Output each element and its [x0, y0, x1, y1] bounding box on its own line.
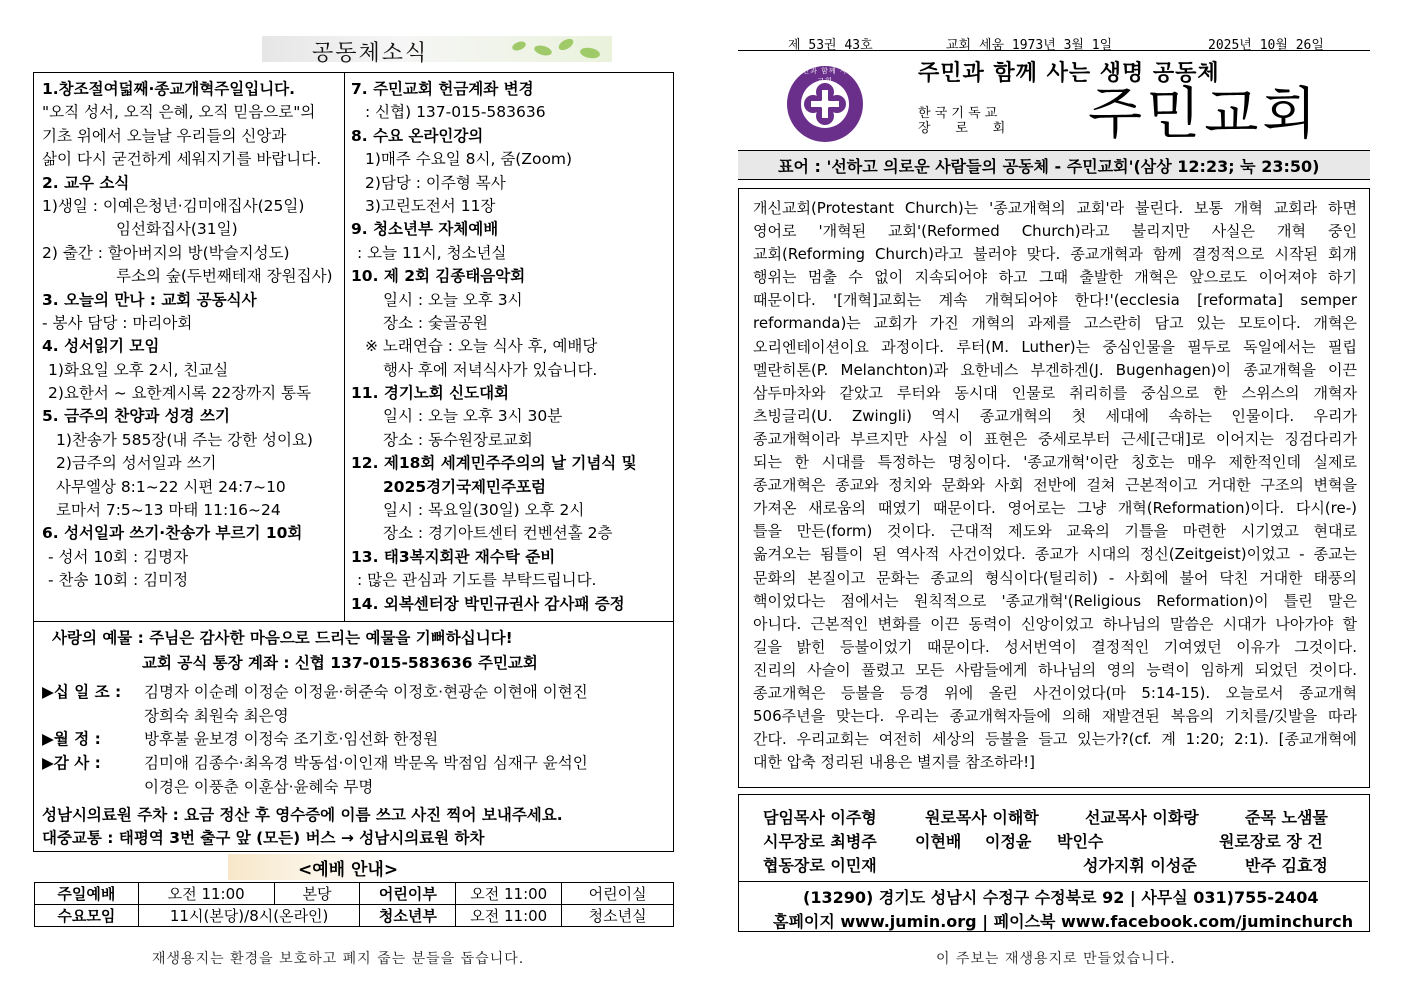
article-line: 아니다. 근본적인 변화를 이끈 동력이 신앙이었고 하나님의 말씀은 시대가 나아가야 할 [753, 614, 1357, 633]
article-line: 종교개혁은 종교와 정치와 문화와 사회 전반에 걸쳐 근본적이고 거대한 구조의 변혁을 [753, 476, 1357, 495]
col1-line: 3. 오늘의 만나 : 교회 공동식사 [42, 290, 257, 309]
worship-cell: 오전 11:00 [456, 905, 562, 927]
col1-line: 6. 성서일과 쓰기·찬송가 부르기 10회 [42, 524, 303, 543]
col2-line: 9. 청소년부 자체예배 [351, 220, 499, 239]
col2-line: 일시 : 목요일(30일) 오후 2시 [383, 501, 585, 520]
logo-text: 주민과 함께 사는 교회 [794, 67, 856, 85]
col2-line: 1)매주 수요일 8시, 줌(Zoom) [365, 150, 573, 169]
staff-elder: 시무장로 최병주 [763, 832, 877, 851]
col2-line: 장소 : 경기아트센터 컨벤션홀 2층 [383, 524, 613, 543]
article-line: 길을 밝힌 등불이었기 때문이다. 성서번역이 결정적인 기여였던 이유가 그것이다. [753, 637, 1357, 656]
left-footer: 재생용지는 환경을 보호하고 폐지 줍는 분들을 돕습니다. [152, 951, 525, 967]
worship-cell: 어린이부 [360, 883, 456, 905]
col2-line: 장소 : 동수원장로교회 [383, 430, 533, 449]
web-links: 홈페이지 www.jumin.org | 페이스북 www.facebook.com/juminchurch [773, 912, 1354, 931]
col1-line: 2)요한서 ~ 요한계시록 22장까지 통독 [48, 384, 311, 403]
col2-line: : 많은 관심과 기도를 부탁드립니다. [357, 571, 597, 590]
issue-date: 2025년 10월 26일 [1208, 38, 1324, 53]
transit-info: 대중교통 : 태평역 3번 출구 앞 (모든) 버스 → 성남시의료원 하차 [42, 829, 485, 847]
col1-line: 2. 교우 소식 [42, 173, 130, 192]
article-line: 교회(Reforming Church)라고 불러야 맞다. 종교개혁과 함께 결정적으로 시작된 회개 [753, 245, 1357, 264]
col1-line: - 봉사 담당 : 마리아회 [42, 313, 193, 332]
column-divider [344, 72, 345, 622]
worship-cell: 청소년실 [562, 905, 674, 927]
article-text [753, 197, 1357, 774]
col1-line: 삶이 다시 굳건하게 세워지기를 바랍니다. [42, 150, 322, 169]
col1-line: - 성서 10회 : 김명자 [48, 547, 189, 566]
article-line: 영어로 '개혁된 교회'(Reformed Church)라고 불리지만 사실은 개혁 중인 [753, 222, 1357, 241]
theme-bar [738, 150, 1370, 180]
staff-senior-pastor: 담임목사 이주형 [763, 808, 877, 827]
right-footer: 이 주보는 재생용지로 만들었습니다. [936, 951, 1176, 967]
monthly-label: ▶월 정 : [42, 730, 101, 748]
article-line: 오리엔테이션이요 과정이다. 루터(M. Luther)는 중심인물을 필두로 독일에서는 필립 [753, 337, 1357, 356]
col2-line: 2)담당 : 이주형 목사 [365, 173, 506, 192]
staff-junior-pastor: 준목 노샘물 [1245, 808, 1328, 827]
article-line: 진리의 사슬이 풀렸고 모든 사람들에게 하나님의 영의 능력이 임하게 되었던 것이다. [753, 660, 1357, 679]
article-line: reformanda)는 교회가 가진 개혁의 과제를 고스란히 담고 있는 모토이다. 개혁은 [753, 314, 1357, 333]
thanks-names-cont: 이경은 이풍춘 이훈삼·윤혜숙 무명 [144, 778, 374, 796]
article-line: 종교개혁이라 부르지만 사실 이 표현은 중세로부터 근세[근대]로 이어지는 징검다리가 [753, 429, 1357, 448]
worship-cell: 오전 11:00 [138, 883, 274, 905]
col2-line: : 오늘 11시, 청소년실 [357, 243, 507, 262]
article-line: 506주년을 맞는다. 우리는 종교개혁자들에 의해 재발견된 복음의 기치를/깃발을 따라 [753, 707, 1357, 726]
leaf-decoration-icon [557, 37, 575, 53]
offering-divider [33, 621, 674, 622]
col2-line: 11. 경기노회 신도대회 [351, 384, 510, 403]
worship-table [34, 882, 674, 927]
staff-elder-3: 이정윤 [985, 832, 1032, 851]
col1-line: 4. 성서읽기 모임 [42, 337, 160, 356]
article-box [738, 188, 1370, 788]
article-line: 핵이었다는 점에서는 원칙적으로 '종교개혁'(Religious Reformation)이 틀린 말은 [753, 591, 1357, 610]
col2-line: 8. 수요 온라인강의 [351, 126, 484, 145]
offering-notice: 사랑의 예물 : 주님은 감사한 마음으로 드리는 예물을 기뻐하십니다! [52, 629, 513, 647]
article-line: 틀을 만든(form) 것이다. 근대적 제도와 교육의 기틀을 마련한 시기였고 현대로 [753, 522, 1357, 541]
col1-line: 기초 위에서 오늘날 우리들의 신앙과 [42, 126, 287, 145]
monthly-names: 방후불 윤보경 이정숙 조기호·임선화 한정원 [144, 730, 439, 748]
leaf-decoration-icon [579, 46, 600, 59]
article-line: 되는 한 시대를 특정하는 명칭이다. '종교개혁'이란 칭호는 매우 제한적인데 실제로 [753, 453, 1357, 472]
address: (13290) 경기도 성남시 수정구 수정북로 92 | 사무실 031)755-2404 [803, 888, 1319, 907]
col2-line: 행사 후에 저녁식사가 있습니다. [383, 360, 598, 379]
address-rule [739, 881, 1368, 882]
section-title-banner [262, 36, 612, 66]
worship-row [35, 905, 674, 927]
worship-title-banner [228, 854, 458, 880]
staff-emeritus-elder: 원로장로 장 건 [1219, 832, 1323, 851]
article-line: 간다. 우리교회는 여전히 세상의 등불을 들고 있는가?(cf. 계 1:20; 2:1). [종교개혁에 [753, 730, 1357, 749]
article-line: 삼두마차와 같았고 루터와 동시대 인물로 취리히를 중심으로 한 스위스의 개혁자 [753, 383, 1357, 402]
col2-line: 일시 : 오늘 오후 3시 [383, 290, 523, 309]
staff-accompanist: 반주 김효정 [1245, 856, 1328, 875]
col1-line: 1.창조절여덟째·종교개혁주일입니다. [42, 80, 296, 98]
staff-choir-director: 성가지휘 이성준 [1083, 856, 1197, 875]
worship-cell: 청소년부 [360, 905, 456, 927]
col2-line: 10. 제 2회 김종태음악회 [351, 267, 526, 286]
col1-line: 임선화집사(31일) [116, 220, 238, 239]
founded-date: 교회 세움 1973년 3월 1일 [946, 38, 1113, 53]
volume-number: 제 53권 43호 [788, 38, 873, 53]
col1-line: 1)생일 : 이예은청년·김미애집사(25일) [42, 196, 305, 215]
worship-cell: 11시(본당)/8시(온라인) [138, 905, 360, 927]
col1-line: 루소의 숲(두번째테재 장원집사) [116, 267, 333, 286]
staff-mission-pastor: 선교목사 이화랑 [1085, 808, 1199, 827]
tithe-label: ▶십 일 조 : [42, 683, 122, 701]
col1-line: 로마서 7:5~13 마태 11:16~24 [56, 501, 281, 520]
col2-line: 7. 주민교회 헌금계좌 변경 [351, 80, 534, 98]
article-line: 대한 압축 정리된 내용은 별지를 참조하라!] [753, 753, 1036, 772]
offering-section [38, 626, 673, 852]
worship-title: <예배 안내> [298, 860, 399, 880]
col2-line: 2025경기국제민주포럼 [383, 477, 546, 496]
col1-line: 1)화요일 오후 2시, 친교실 [48, 360, 229, 379]
article-line: 종교개혁은 등불을 등경 위에 올린 사건이었다(마 5:14-15). 오늘로서 종교개혁 [753, 683, 1357, 702]
parking-info: 성남시의료원 주차 : 요금 정산 후 영수증에 이름 쓰고 사진 찍어 보내주세요. [42, 806, 563, 824]
header-rule [738, 50, 1370, 51]
col1-line: 1)찬송가 585장(내 주는 강한 성이요) [56, 430, 313, 449]
account-info: 교회 공식 통장 계좌 : 신협 137-015-583636 주민교회 [142, 654, 538, 672]
staff-associate-elder: 협동장로 이민재 [763, 856, 877, 875]
worship-cell: 오전 11:00 [456, 883, 562, 905]
leaf-decoration-icon [511, 40, 527, 52]
col2-line: ※ 노래연습 : 오늘 식사 후, 예배당 [365, 337, 598, 356]
col1-line: 사무엘상 8:1~22 시편 24:7~10 [56, 477, 286, 496]
col1-line: 2)금주의 성서일과 쓰기 [56, 454, 217, 473]
staff-emeritus-pastor: 원로목사 이해학 [925, 808, 1039, 827]
news-column-left [42, 78, 340, 593]
news-column-right [351, 78, 671, 616]
thanks-label: ▶감 사 : [42, 754, 101, 772]
article-line: 행위는 멈출 수 없이 지속되어야 하고 그때 출발한 개혁은 앞으로도 이어져야 하기 [753, 268, 1357, 287]
tithe-names-cont: 장희숙 최원숙 최은영 [144, 707, 289, 725]
worship-row [35, 883, 674, 905]
article-line: 츠빙글리(U. Zwingli) 역시 종교개혁의 첫 세대에 속하는 인물이다. 우리가 [753, 406, 1357, 425]
article-line: 문화의 본질이고 문화는 종교의 형식이다(틸리히) - 사회에 불어 닥친 거대한 태풍의 [753, 568, 1357, 587]
leaf-decoration-icon [533, 44, 553, 57]
worship-cell: 어린이실 [562, 883, 674, 905]
col1-line: 2) 출간 : 할아버지의 방(박슬지성도) [42, 243, 290, 262]
col1-line: "오직 성서, 오직 은혜, 오직 믿음으로"의 [42, 103, 316, 122]
church-name: 주민교회 [1088, 82, 1321, 147]
staff-elder-2: 이현배 [915, 832, 962, 851]
col2-line: : 신협) 137-015-583636 [365, 103, 546, 122]
section-title: 공동체소식 [312, 41, 429, 66]
church-logo [785, 64, 865, 144]
col2-line: 일시 : 오늘 오후 3시 30분 [383, 407, 563, 426]
col2-line: 14. 외복센터장 박민규권사 감사패 증정 [351, 594, 625, 613]
article-line: 때문이다. '[개혁]교회는 계속 개혁되어야 한다!'(ecclesia [reformata] semper [753, 291, 1357, 310]
staff-elder-4: 박인수 [1057, 832, 1104, 851]
worship-cell: 본당 [274, 883, 360, 905]
col1-line: 5. 금주의 찬양과 성경 쓰기 [42, 407, 230, 426]
article-line: 개신교회(Protestant Church)는 '종교개혁의 교회'라 불린다. 보통 개혁 교회라 하면 [753, 199, 1357, 217]
denomination-line1: 한 국 기 독 교 [918, 106, 998, 121]
col2-line: 장소 : 숯골공원 [383, 313, 488, 332]
worship-cell: 수요모임 [35, 905, 139, 927]
article-line: 옮겨오는 됨틀이 된 역사적 사건이었다. 종교가 시대의 정신(Zeitgeist)이었고 - 종교는 [753, 545, 1357, 564]
theme-text: 표어 : '선하고 의로운 사람들의 공동체 - 주민교회'(삼상 12:23; 눅 23:50) [778, 157, 1320, 176]
col2-line: 3)고린도전서 11장 [365, 196, 496, 215]
tithe-names: 김명자 이순례 이정순 이정윤·허준숙 이정호·현광순 이현애 이현진 [144, 683, 588, 701]
staff-box [738, 794, 1370, 932]
worship-cell: 주일예배 [35, 883, 139, 905]
col2-line: 13. 태3복지회관 재수탁 준비 [351, 547, 556, 566]
col1-line: - 찬송 10회 : 김미정 [48, 571, 189, 590]
thanks-names: 김미애 김종수·최옥경 박동섭·이인재 박문옥 박점임 심재구 윤석인 [144, 754, 588, 772]
slogan: 주민과 함께 사는 생명 공동체 [918, 61, 1220, 86]
article-line: 멜란히톤(P. Melanchton)과 요한네스 부겐하겐(J. Bugenhagen)이 종교개혁을 이끈 [753, 360, 1357, 379]
col2-line: 12. 제18회 세계민주주의의 날 기념식 및 [351, 454, 637, 473]
article-line: 가져온 새로움의 때였기 때문이다. 영어로는 그냥 개혁(Reformation)이다. 다시(re-) [753, 499, 1357, 518]
denomination-line2: 장 로 회 [918, 121, 1006, 136]
